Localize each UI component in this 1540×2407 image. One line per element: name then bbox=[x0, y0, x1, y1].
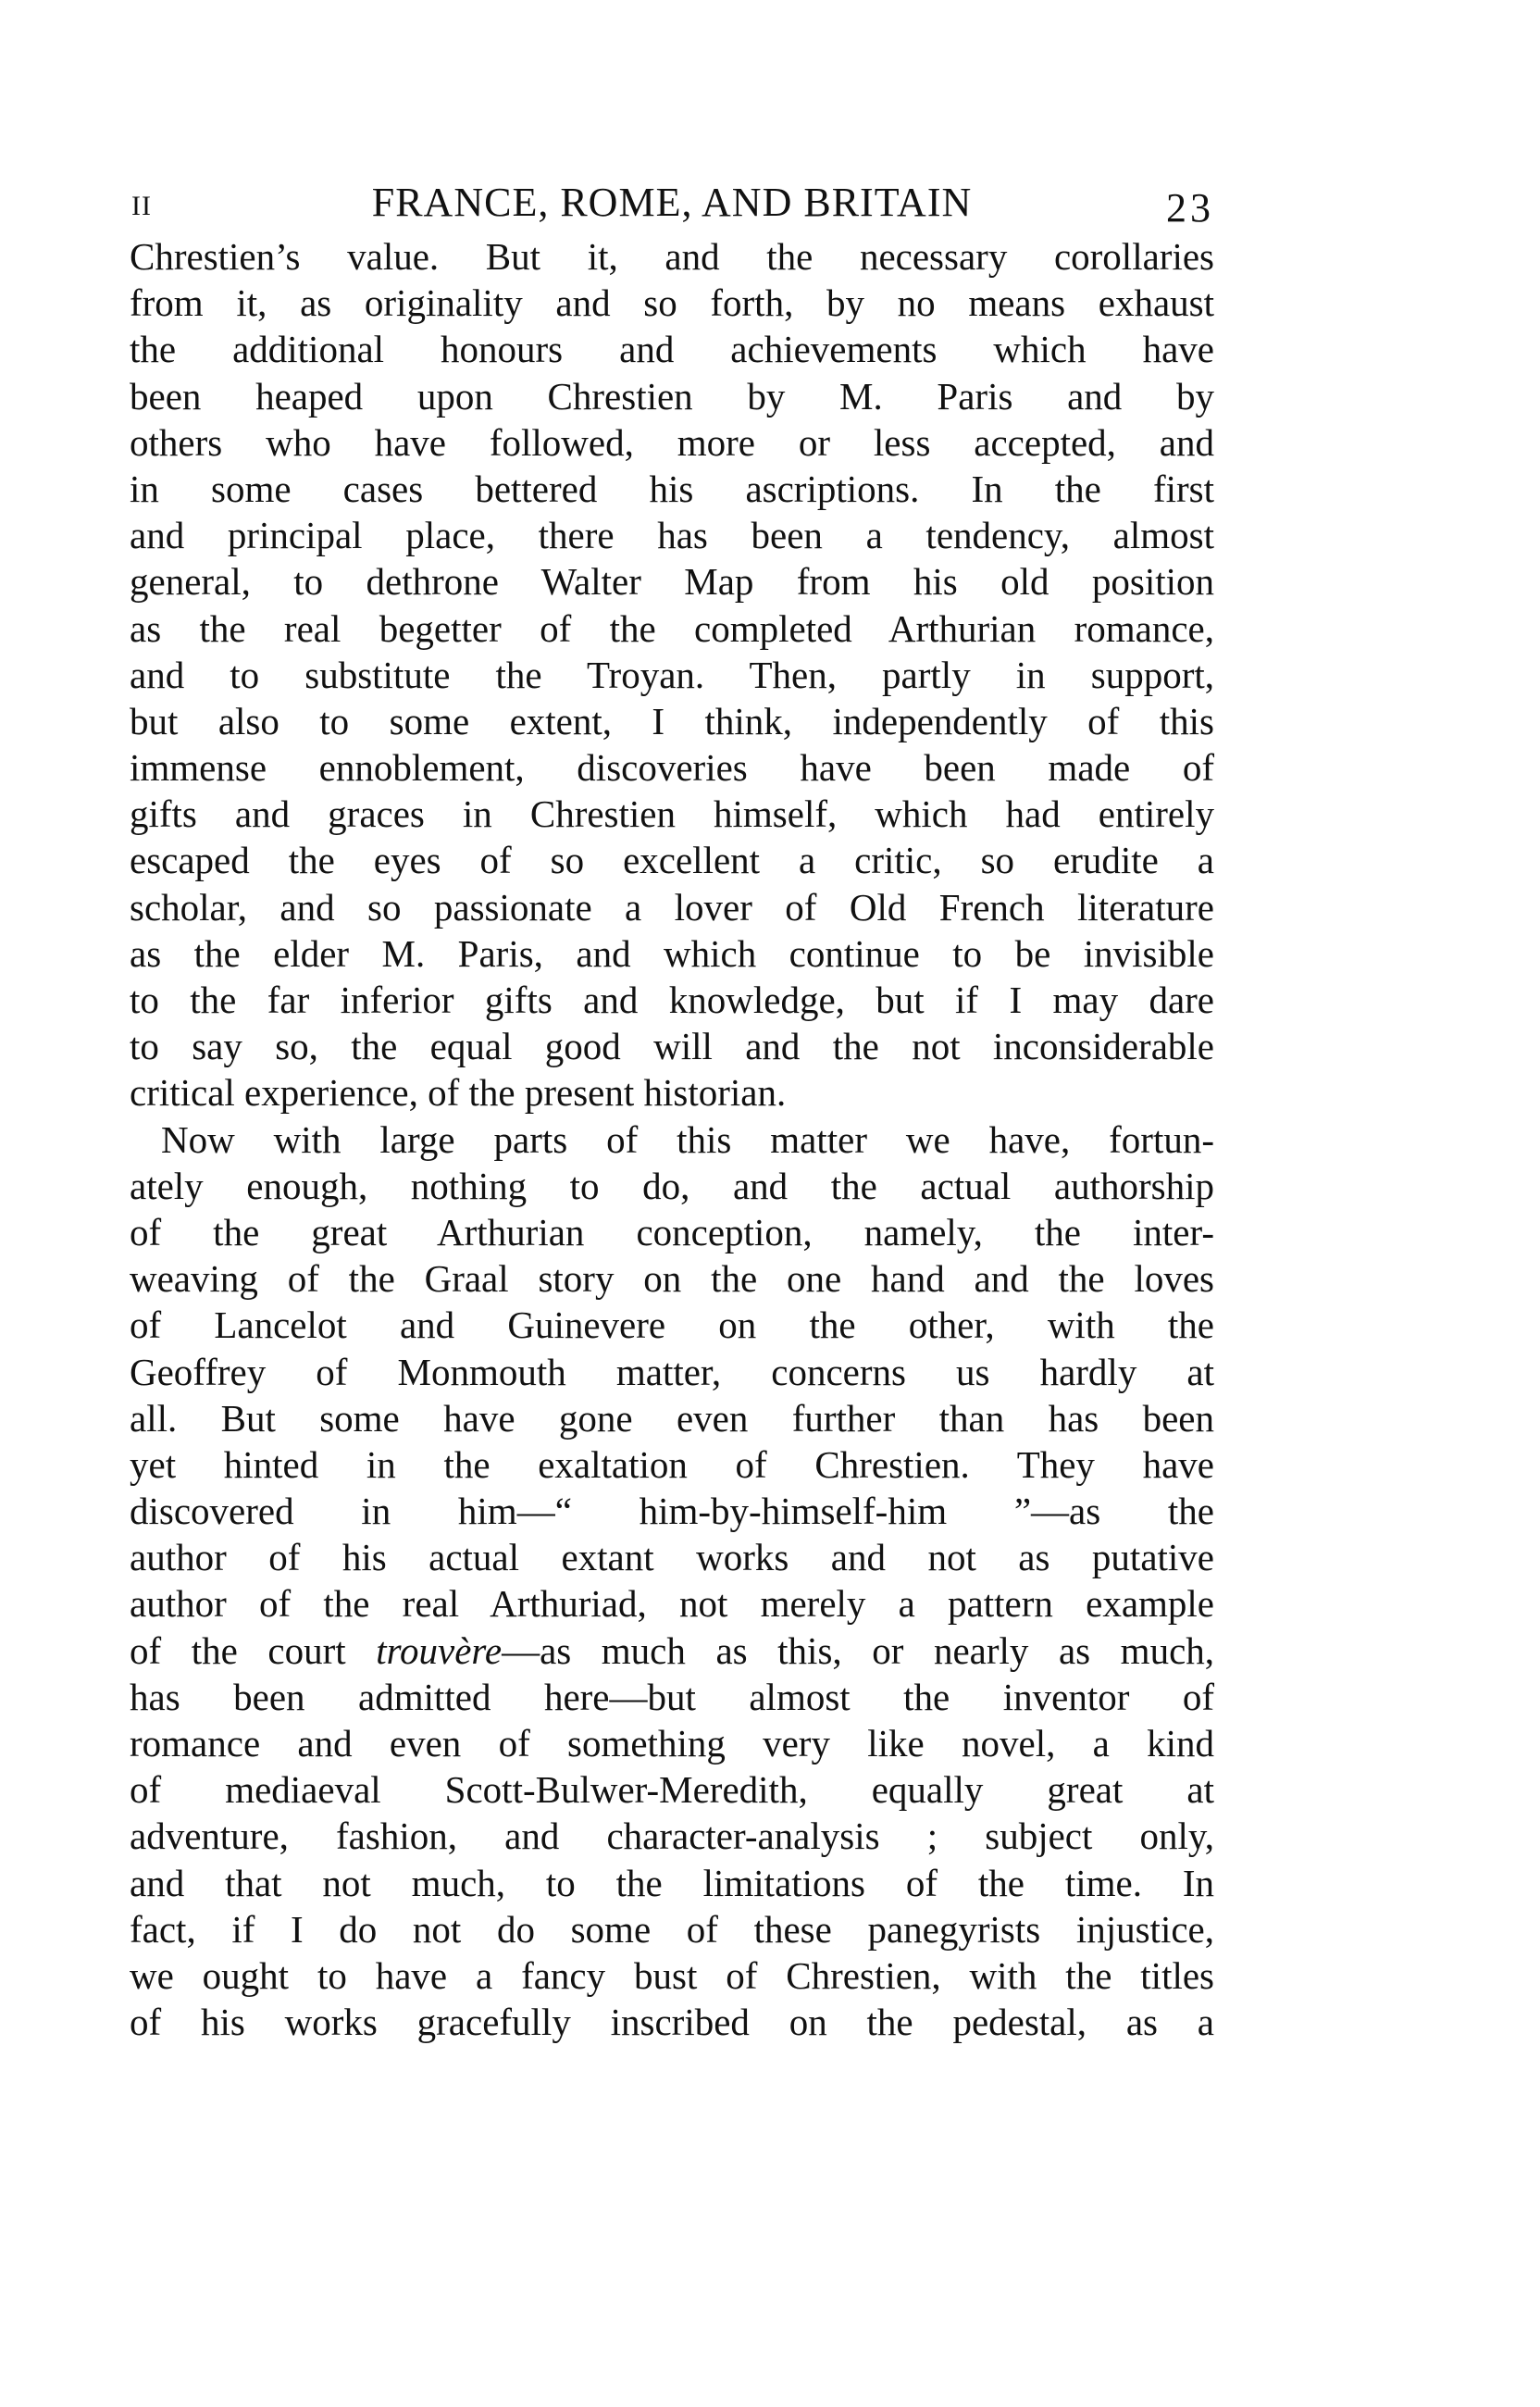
text-line: Geoffrey of Monmouth matter, concerns us hardly at bbox=[130, 1350, 1214, 1393]
running-title: FRANCE, ROME, AND BRITAIN bbox=[371, 180, 973, 225]
text-line: as the real begetter of the completed Arthurian romance, bbox=[130, 606, 1214, 650]
text-line: author of his actual extant works and not as putative bbox=[130, 1536, 1214, 1579]
chapter-number: II bbox=[131, 191, 152, 221]
text-line: discovered in him—“ him-by-himself-him ”—as the bbox=[130, 1490, 1214, 1533]
text-segment: of the court bbox=[130, 1628, 377, 1672]
text-line: been heaped upon Chrestien by M. Paris and by bbox=[130, 374, 1214, 418]
text-line: and to substitute the Troyan. Then, partly in support, bbox=[130, 653, 1214, 696]
body-text bbox=[130, 233, 1214, 2045]
text-line: the additional honours and achievements which have bbox=[130, 328, 1214, 371]
text-line: in some cases bettered his ascriptions. In the first bbox=[130, 467, 1214, 510]
running-head bbox=[130, 174, 1214, 231]
text-line: all. But some have gone even further than has been bbox=[130, 1396, 1214, 1440]
text-line: weaving of the Graal story on the one hand and the loves bbox=[130, 1257, 1214, 1301]
text-line: to say so, the equal good will and the not inconsiderable bbox=[130, 1025, 1214, 1068]
text-line: and principal place, there has been a tendency, almost bbox=[130, 514, 1214, 557]
text-line: and that not much, to the limitations of the time. In bbox=[130, 1861, 1214, 1904]
page-number: 23 bbox=[1166, 185, 1214, 231]
text-segment: —as much as this, or nearly as much, bbox=[502, 1628, 1215, 1672]
text-line: from it, as originality and so forth, by no means exhaust bbox=[130, 281, 1214, 325]
text-line: ately enough, nothing to do, and the actual authorship bbox=[130, 1164, 1214, 1207]
text-line: of the great Arthurian conception, namely, the inter- bbox=[130, 1210, 1214, 1253]
paragraph-end-line: critical experience, of the present historian. bbox=[130, 1071, 787, 1115]
paragraph-start-line: Now with large parts of this matter we have, fortun- bbox=[161, 1117, 1214, 1161]
text-line: immense ennoblement, discoveries have been made of bbox=[130, 746, 1214, 790]
italic-term: trouvère bbox=[376, 1628, 503, 1672]
text-line: fact, if I do not do some of these panegyrists injustice, bbox=[130, 1907, 1214, 1951]
text-line: gifts and graces in Chrestien himself, which had entirely bbox=[130, 792, 1214, 836]
text-line: of his works gracefully inscribed on the pedestal, as a bbox=[130, 2001, 1214, 2044]
text-line: general, to dethrone Walter Map from his old position bbox=[130, 560, 1214, 604]
text-line: author of the real Arthuriad, not merely a pattern example bbox=[130, 1582, 1214, 1626]
text-line: adventure, fashion, and character-analysis ; subject only, bbox=[130, 1815, 1214, 1858]
text-line: yet hinted in the exaltation of Chrestien. They have bbox=[130, 1442, 1214, 1486]
text-line: of Lancelot and Guinevere on the other, with the bbox=[130, 1303, 1214, 1347]
text-line: scholar, and so passionate a lover of Old French literature bbox=[130, 885, 1214, 929]
text-line-with-italic bbox=[130, 1628, 1214, 1674]
book-page bbox=[130, 174, 1214, 2045]
text-line: escaped the eyes of so excellent a critic, so erudite a bbox=[130, 839, 1214, 882]
text-line: of mediaeval Scott-Bulwer-Meredith, equally great at bbox=[130, 1768, 1214, 1812]
text-line: we ought to have a fancy bust of Chrestien, with the titles bbox=[130, 1953, 1214, 1997]
text-line: as the elder M. Paris, and which continue to be invisible bbox=[130, 931, 1214, 975]
text-line: has been admitted here—but almost the inventor of bbox=[130, 1675, 1214, 1718]
text-line: romance and even of something very like novel, a kind bbox=[130, 1722, 1214, 1765]
text-line: to the far inferior gifts and knowledge, but if I may dare bbox=[130, 979, 1214, 1021]
text-line: Chrestien’s value. But it, and the necessary corollaries bbox=[130, 235, 1214, 278]
text-line: but also to some extent, I think, independently of this bbox=[130, 699, 1214, 742]
text-line: others who have followed, more or less accepted, and bbox=[130, 420, 1214, 464]
